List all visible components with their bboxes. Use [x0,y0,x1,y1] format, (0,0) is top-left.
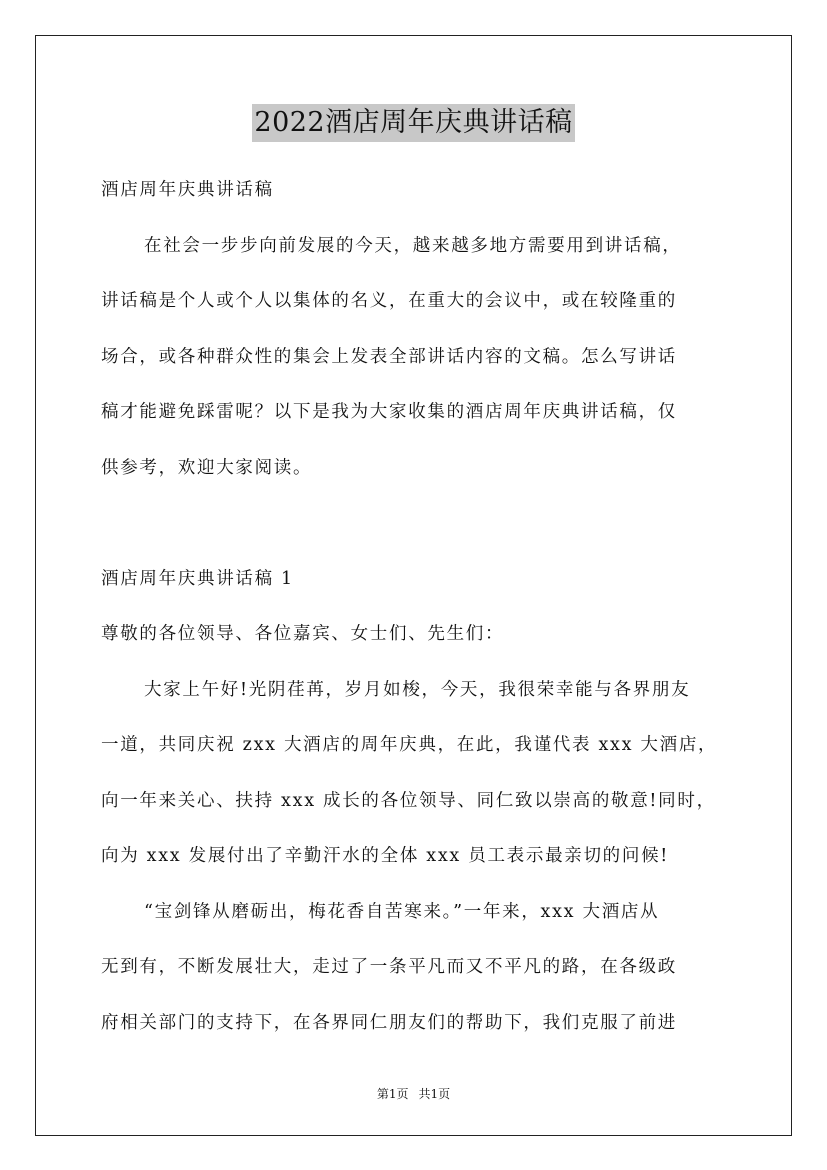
body-paragraph-line: 一道，共同庆祝 zxx 大酒店的周年庆典，在此，我谨代表 xxx 大酒店， [101,735,718,755]
document-body [101,163,741,1051]
body-paragraph-line: 大家上午好!光阴荏苒，岁月如梭，今天，我很荣幸能与各界朋友 [144,679,691,700]
salutation: 尊敬的各位领导、各位嘉宾、女士们、先生们： [101,624,505,644]
intro-paragraph-line: 讲话稿是个人或个人以集体的名义，在重大的会议中，或在较隆重的 [101,291,677,311]
body-paragraph-line: 向为 xxx 发展付出了辛勤汗水的全体 xxx 员工表示最亲切的问候! [101,846,669,866]
intro-paragraph-line: 稿才能避免踩雷呢？以下是我为大家收集的酒店周年庆典讲话稿，仅 [101,402,677,422]
page-total: 共1页 [418,1087,451,1101]
section-heading: 酒店周年庆典讲话稿 1 [101,568,294,589]
document-title: 2022酒店周年庆典讲话稿 [252,104,574,142]
page-number: 第1页 [376,1087,409,1101]
body-paragraph-line: 向一年来关心、扶持 xxx 成长的各位领导、同仁致以崇高的敬意!同时， [101,790,716,811]
paragraph-spacer [101,496,741,552]
title-container [0,104,827,142]
body-paragraph-line: 府相关部门的支持下，在各界同仁朋友们的帮助下，我们克服了前进 [101,1012,677,1033]
body-paragraph-line: 无到有，不断发展壮大，走过了一条平凡而又不平凡的路，在各级政 [101,957,677,977]
page-footer [0,1086,827,1102]
body-paragraph-line: “宝剑锋从磨砺出，梅花香自苦寒来。”一年来，xxx 大酒店从 [144,901,660,922]
intro-paragraph-line: 供参考，欢迎大家阅读。 [101,457,313,478]
section-heading: 酒店周年庆典讲话稿 [101,180,274,200]
intro-paragraph-line: 在社会一步步向前发展的今天，越来越多地方需要用到讲话稿， [144,235,682,256]
intro-paragraph-line: 场合，或各种群众性的集会上发表全部讲话内容的文稿。怎么写讲话 [101,346,677,367]
